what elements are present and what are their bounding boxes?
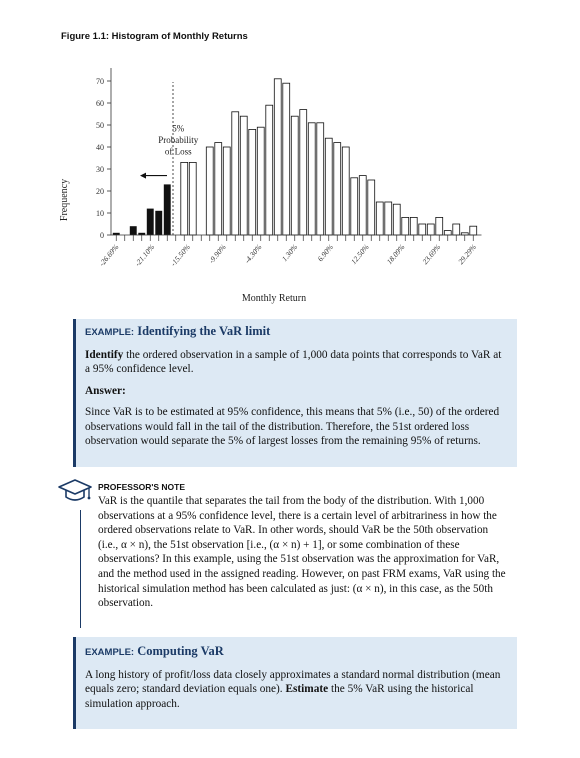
y-tick-label: 40: [96, 143, 104, 152]
example-label: EXAMPLE:: [85, 327, 135, 338]
histogram-bar: [223, 147, 230, 235]
loss-arrow-head: [140, 173, 146, 179]
y-tick-label: 10: [96, 209, 104, 218]
histogram-bar: [317, 123, 324, 235]
x-tick-label: -9.90%: [206, 242, 228, 266]
example-question: [85, 348, 507, 377]
y-tick-label: 60: [96, 99, 104, 108]
histogram-bar: [308, 123, 315, 235]
example-heading: [85, 644, 507, 661]
y-tick-label: 30: [96, 165, 104, 174]
note-body: VaR is the quantile that separates the tail from the body of the distribution. With 1,000 observations at a 95% confidence level, there is a certain level of arbitrariness in how the ordered observations relate to VaR. In other words, should VaR be the 50th observation (i.e., α × n), the 51st observation [i.e., (α × n) + 1], or some combination of these observations? In this example, using the 51st observation was the approximation for VaR, and the method used in the assigned reading. However, on past FRM exams, VaR using the historical simulation method has been calculated as just: (α × n), in this case, as the 50th observation.: [98, 495, 506, 610]
x-tick-label: 12.50%: [349, 242, 371, 267]
histogram-bar: [300, 110, 307, 235]
histogram-bar: [334, 143, 341, 235]
y-tick-label: 70: [96, 77, 104, 86]
histogram-bar: [274, 79, 281, 235]
histogram-bar: [249, 129, 256, 235]
histogram-bar: [376, 202, 383, 235]
annotation-text: of Loss: [164, 146, 192, 157]
note-title: PROFESSOR'S NOTE: [98, 482, 186, 492]
tail-bar: [147, 209, 154, 235]
y-tick-label: 20: [96, 187, 104, 196]
question-text: the ordered observation in a sample of 1,000 data points that corresponds to VaR at a 95% confidence level.: [85, 348, 502, 375]
histogram-bar: [189, 162, 196, 235]
x-tick-label: 6.90%: [315, 242, 336, 264]
y-axis-label: Frequency: [59, 178, 70, 222]
x-tick-label: -15.50%: [168, 242, 193, 268]
annotation-text: Probability: [158, 135, 199, 146]
tail-bar: [130, 226, 137, 235]
example-text-bold: Estimate: [285, 683, 329, 695]
histogram-bar: [359, 176, 366, 235]
histogram-bar: [444, 231, 451, 235]
example-text-b: the 5% VaR using the historical simulation approach.: [85, 683, 474, 710]
histogram-bar: [291, 116, 298, 235]
answer-text: Since VaR is to be estimated at 95% confidence, this means that 5% (i.e., 50) of the ordered observations would fall in the tail of the distribution. Therefore, the 51st ordered loss observation would separate the 5% of largest losses from the remaining 95% of returns.: [85, 406, 500, 447]
example-title: Identifying the VaR limit: [137, 324, 271, 338]
example-heading: [85, 324, 507, 341]
y-axis: [96, 68, 111, 240]
annotation-text: 5%: [172, 123, 185, 134]
example-title: Computing VaR: [137, 644, 224, 658]
histogram-chart: [50, 55, 479, 305]
histogram-bar: [368, 180, 375, 235]
histogram-bar: [351, 178, 358, 235]
y-tick-label: 0: [100, 231, 104, 240]
histogram-bar: [232, 112, 239, 235]
x-tick-label: -21.10%: [132, 242, 157, 268]
tail-bar: [164, 184, 171, 235]
note-rule: [80, 510, 81, 628]
histogram-bar: [470, 226, 477, 235]
answer-label: Answer:: [85, 384, 126, 397]
bars: [113, 79, 477, 235]
histogram-bar: [410, 217, 417, 235]
example-box-computing-var: [73, 637, 517, 729]
x-tick-label: -4.30%: [242, 242, 264, 266]
histogram-bar: [266, 105, 273, 235]
histogram-bar: [181, 162, 188, 235]
histogram-bar: [325, 138, 332, 235]
question-bold: Identify: [85, 348, 124, 361]
example-box-var-limit: [73, 319, 517, 467]
histogram-bar: [206, 147, 213, 235]
histogram-bar: [402, 217, 409, 235]
histogram-bar: [385, 202, 392, 235]
histogram-bar: [215, 143, 222, 235]
figure-caption: Figure 1.1: Histogram of Monthly Returns: [61, 31, 248, 42]
graduation-cap-icon: [58, 478, 92, 508]
x-tick-label: 1.30%: [279, 242, 300, 264]
x-axis-label: Monthly Return: [241, 293, 307, 304]
histogram-bar: [436, 217, 443, 235]
histogram-bar: [393, 204, 400, 235]
x-tick-label: 23.69%: [420, 242, 443, 267]
x-tick-label: 18.09%: [384, 242, 407, 267]
x-tick-label: -26.69%: [97, 242, 121, 268]
histogram-bar: [240, 116, 247, 235]
example-text: [85, 668, 507, 712]
tail-bar: [155, 211, 162, 235]
histogram-bar: [419, 224, 426, 235]
x-axis: [97, 235, 481, 268]
histogram-bar: [427, 224, 434, 235]
histogram-bar: [453, 224, 460, 235]
y-tick-label: 50: [96, 121, 104, 130]
x-tick-label: 29.29%: [456, 242, 479, 267]
example-label: EXAMPLE:: [85, 647, 135, 658]
histogram-bar: [283, 83, 290, 235]
histogram-bar: [342, 147, 349, 235]
histogram-bar: [257, 127, 264, 235]
example-text-a: A long history of profit/loss data closely approximates a standard normal distribution (mean equals zero; standard deviation equals one).: [85, 668, 501, 695]
